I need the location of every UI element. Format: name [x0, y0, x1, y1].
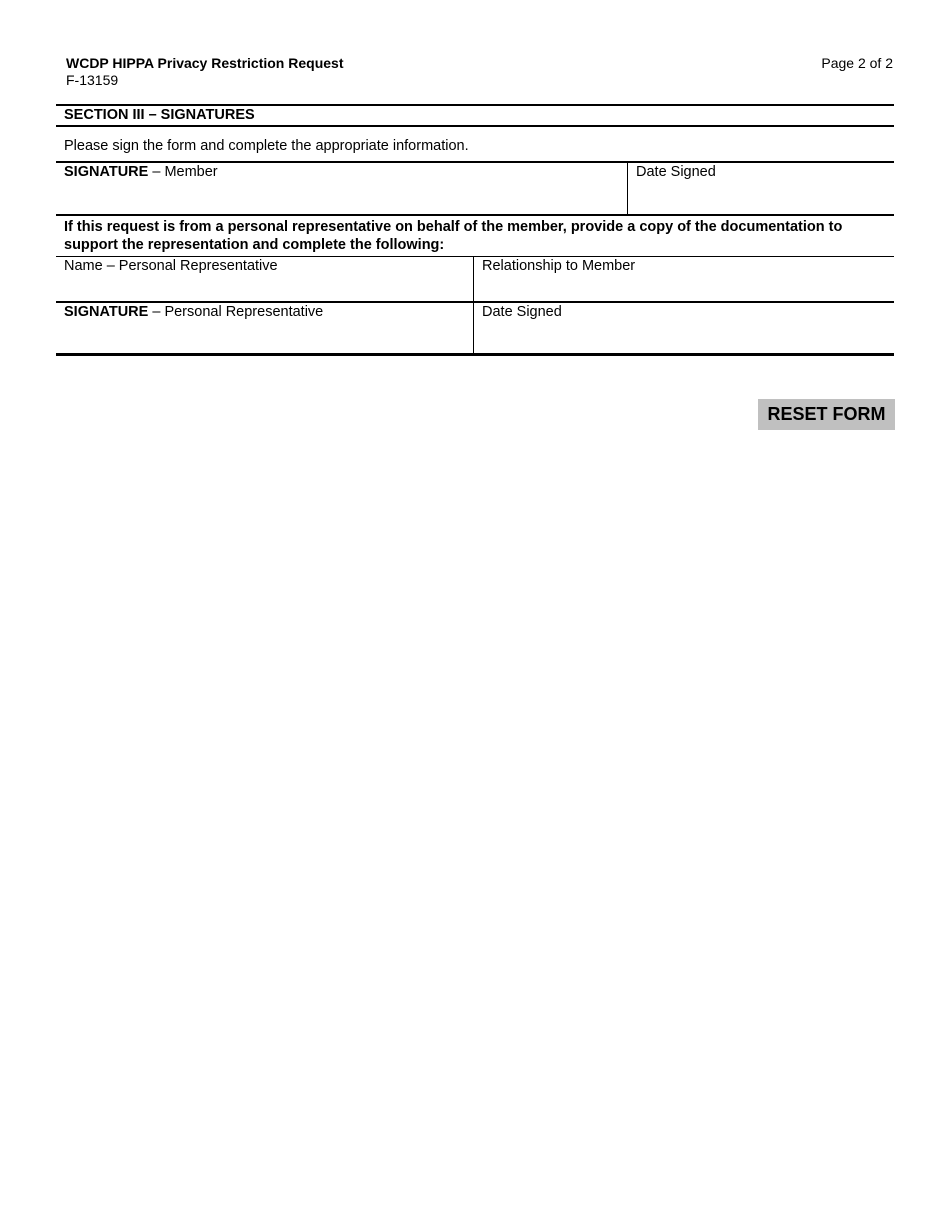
representative-signature-row — [56, 303, 894, 356]
representative-signature-label: – Personal Representative — [148, 304, 324, 320]
representative-signature-label-bold: SIGNATURE — [64, 304, 149, 320]
page-indicator: Page 2 of 2 — [821, 55, 893, 71]
member-signature-field[interactable] — [56, 163, 628, 214]
member-date-signed-label: Date Signed — [636, 164, 716, 180]
signatures-form — [56, 104, 894, 356]
reset-form-button[interactable]: RESET FORM — [758, 399, 895, 430]
member-signature-row — [56, 163, 894, 216]
representative-signature-field[interactable] — [56, 303, 474, 353]
form-number: F-13159 — [66, 72, 119, 88]
member-signature-label: – Member — [148, 164, 218, 180]
section-instruction: Please sign the form and complete the appropriate information. — [56, 127, 894, 163]
member-signature-label-bold: SIGNATURE — [64, 164, 149, 180]
representative-name-row — [56, 257, 894, 303]
representative-date-signed-label: Date Signed — [482, 304, 562, 320]
page-header — [66, 55, 893, 95]
representative-name-field[interactable] — [56, 257, 474, 301]
form-title: WCDP HIPPA Privacy Restriction Request — [66, 55, 344, 71]
member-date-signed-field[interactable] — [628, 163, 894, 214]
representative-name-label: Name – Personal Representative — [64, 258, 278, 274]
relationship-label: Relationship to Member — [482, 258, 636, 274]
representative-date-signed-field[interactable] — [474, 303, 894, 353]
section-heading: SECTION III – SIGNATURES — [56, 104, 894, 127]
representative-note: If this request is from a personal representative on behalf of the member, provide a copy of the documentation to support the representation and complete the following: — [56, 216, 894, 257]
relationship-field[interactable] — [474, 257, 894, 301]
